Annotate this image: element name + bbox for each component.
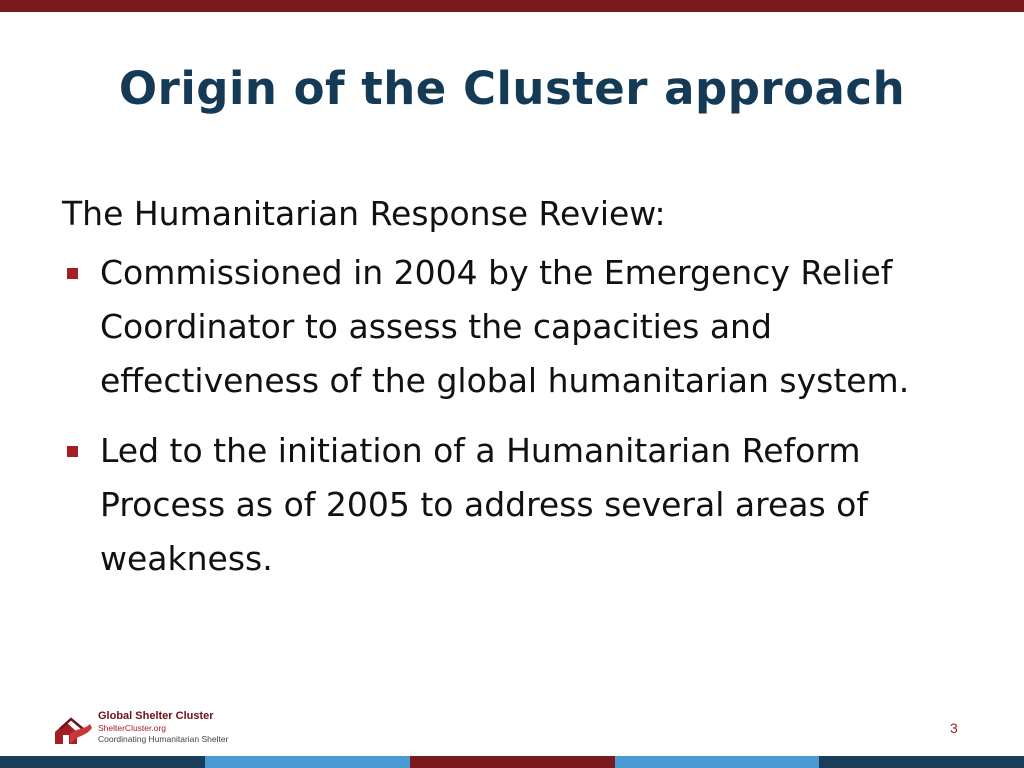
page-number: 3 bbox=[950, 720, 958, 736]
logo-text bbox=[98, 710, 228, 745]
logo-tagline: Coordinating Humanitarian Shelter bbox=[98, 734, 229, 744]
bottom-bar-segment bbox=[410, 756, 615, 768]
bottom-bar-segment bbox=[615, 756, 819, 768]
logo-url: ShelterCluster.org bbox=[98, 723, 167, 733]
bottom-accent-bar bbox=[0, 756, 1024, 768]
intro-text: The Humanitarian Response Review: bbox=[62, 194, 666, 233]
logo-name: Global Shelter Cluster bbox=[98, 710, 214, 722]
bullet-item bbox=[62, 246, 972, 408]
bottom-bar-segment bbox=[819, 756, 1024, 768]
square-bullet-icon bbox=[67, 446, 78, 457]
bullet-list bbox=[62, 246, 972, 586]
global-shelter-cluster-logo bbox=[52, 708, 272, 750]
house-in-hand-icon bbox=[52, 710, 94, 748]
bullet-text: Commissioned in 2004 by the Emergency Relief Coordinator to assess the capacities and effectiveness of the global humanitarian system. bbox=[100, 253, 910, 400]
slide-body bbox=[62, 188, 972, 602]
slide-title: Origin of the Cluster approach bbox=[118, 62, 906, 115]
bottom-bar-segment bbox=[205, 756, 410, 768]
top-accent-bar bbox=[0, 0, 1024, 12]
bullet-text: Led to the initiation of a Humanitarian Reform Process as of 2005 to address several areas of weakness. bbox=[100, 431, 868, 578]
square-bullet-icon bbox=[67, 268, 78, 279]
bullet-item bbox=[62, 424, 972, 586]
bottom-bar-segment bbox=[0, 756, 205, 768]
